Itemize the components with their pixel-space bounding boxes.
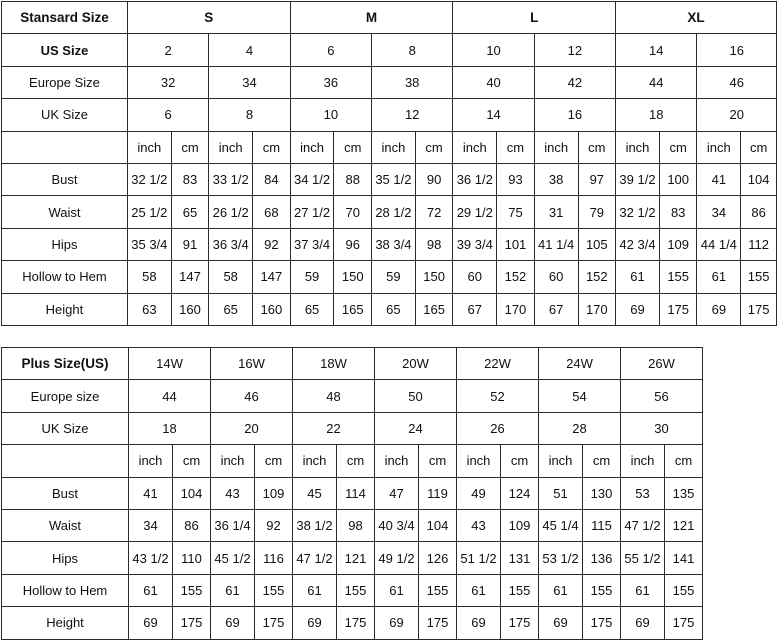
measurement-value: 115 <box>583 509 621 541</box>
measurement-value: 175 <box>583 607 621 639</box>
measurement-value: 49 1/2 <box>375 542 419 574</box>
measurement-value: 70 <box>334 196 372 228</box>
uk-size-value: 14 <box>453 99 534 131</box>
measurement-value: 36 3/4 <box>209 228 253 260</box>
plus-unit-row <box>2 445 703 477</box>
measurement-value: 79 <box>578 196 616 228</box>
measurement-value: 61 <box>616 261 660 293</box>
unit-inch: inch <box>127 131 171 163</box>
measurement-value: 88 <box>334 163 372 195</box>
measurement-value: 84 <box>253 163 291 195</box>
unit-cm: cm <box>497 131 535 163</box>
measurement-value: 42 3/4 <box>616 228 660 260</box>
measurement-value: 65 <box>171 196 209 228</box>
unit-inch: inch <box>534 131 578 163</box>
plus-europe-size-value: 56 <box>621 380 703 412</box>
measurement-value: 67 <box>453 293 497 325</box>
measurement-value: 147 <box>171 261 209 293</box>
measurement-value: 152 <box>497 261 535 293</box>
size-group-header: S <box>127 2 290 34</box>
europe-size-value: 38 <box>372 66 453 98</box>
us-size-value: 10 <box>453 34 534 66</box>
unit-cm: cm <box>659 131 697 163</box>
measurement-value: 165 <box>415 293 453 325</box>
measurement-value: 104 <box>419 509 457 541</box>
measurement-value: 34 <box>129 509 173 541</box>
plus-unit-row-blank <box>2 445 129 477</box>
plus-europe-size-value: 48 <box>293 380 375 412</box>
unit-row <box>2 131 777 163</box>
uk-size-value: 20 <box>697 99 777 131</box>
measurement-value: 69 <box>621 607 665 639</box>
measurement-value: 41 1/4 <box>534 228 578 260</box>
measurement-value: 83 <box>659 196 697 228</box>
unit-cm: cm <box>173 445 211 477</box>
measurement-value: 155 <box>665 574 703 606</box>
measurement-row <box>2 228 777 260</box>
measurement-value: 69 <box>129 607 173 639</box>
unit-cm: cm <box>415 131 453 163</box>
europe-size-value: 34 <box>209 66 290 98</box>
europe-size-value: 40 <box>453 66 534 98</box>
measurement-value: 61 <box>293 574 337 606</box>
unit-inch: inch <box>621 445 665 477</box>
plus-us-size-value: 26W <box>621 348 703 380</box>
measurement-value: 83 <box>171 163 209 195</box>
uk-size-value: 18 <box>616 99 697 131</box>
measurement-value: 43 1/2 <box>129 542 173 574</box>
us-size-value: 8 <box>372 34 453 66</box>
plus-uk-size-row <box>2 412 703 444</box>
measurement-value: 65 <box>372 293 416 325</box>
measurement-value: 51 <box>539 477 583 509</box>
size-group-header: L <box>453 2 616 34</box>
plus-uk-size-value: 26 <box>457 412 539 444</box>
measurement-value: 155 <box>583 574 621 606</box>
measurement-value: 33 1/2 <box>209 163 253 195</box>
measurement-value: 41 <box>129 477 173 509</box>
measurement-value: 98 <box>415 228 453 260</box>
measurement-value: 170 <box>497 293 535 325</box>
measurement-value: 147 <box>253 261 291 293</box>
measurement-value: 45 1/4 <box>539 509 583 541</box>
measurement-value: 175 <box>501 607 539 639</box>
measurement-row <box>2 163 777 195</box>
measurement-value: 175 <box>173 607 211 639</box>
measurement-value: 49 <box>457 477 501 509</box>
us-size-value: 14 <box>616 34 697 66</box>
plus-measurement-row <box>2 509 703 541</box>
us-size-value: 4 <box>209 34 290 66</box>
us-size-row <box>2 34 777 66</box>
uk-size-value: 10 <box>290 99 371 131</box>
measurement-value: 28 1/2 <box>372 196 416 228</box>
us-size-value: 12 <box>534 34 615 66</box>
plus-uk-size-label: UK Size <box>2 412 129 444</box>
plus-uk-size-value: 24 <box>375 412 457 444</box>
measurement-row <box>2 261 777 293</box>
measurement-value: 61 <box>129 574 173 606</box>
unit-inch: inch <box>375 445 419 477</box>
measurement-value: 32 1/2 <box>127 163 171 195</box>
measurement-value: 69 <box>457 607 501 639</box>
plus-us-size-value: 16W <box>211 348 293 380</box>
measurement-value: 124 <box>501 477 539 509</box>
plus-europe-size-value: 44 <box>129 380 211 412</box>
measurement-value: 61 <box>621 574 665 606</box>
measurement-value: 96 <box>334 228 372 260</box>
unit-inch: inch <box>209 131 253 163</box>
measurement-value: 126 <box>419 542 457 574</box>
measurement-value: 105 <box>578 228 616 260</box>
measurement-value: 100 <box>659 163 697 195</box>
measurement-value: 155 <box>741 261 777 293</box>
plus-uk-size-value: 18 <box>129 412 211 444</box>
measurement-value: 63 <box>127 293 171 325</box>
unit-inch: inch <box>539 445 583 477</box>
us-size-value: 2 <box>127 34 208 66</box>
measurement-label: Hollow to Hem <box>2 574 129 606</box>
measurement-value: 160 <box>253 293 291 325</box>
measurement-value: 68 <box>253 196 291 228</box>
table-gap <box>0 329 777 345</box>
measurement-value: 44 1/4 <box>697 228 741 260</box>
unit-inch: inch <box>453 131 497 163</box>
measurement-value: 119 <box>419 477 457 509</box>
unit-cm: cm <box>501 445 539 477</box>
measurement-value: 65 <box>209 293 253 325</box>
europe-size-value: 46 <box>697 66 777 98</box>
plus-europe-size-value: 50 <box>375 380 457 412</box>
measurement-value: 39 1/2 <box>616 163 660 195</box>
measurement-value: 25 1/2 <box>127 196 171 228</box>
europe-size-value: 32 <box>127 66 208 98</box>
measurement-label: Bust <box>2 477 129 509</box>
measurement-value: 61 <box>697 261 741 293</box>
measurement-value: 38 <box>534 163 578 195</box>
measurement-value: 135 <box>665 477 703 509</box>
measurement-label: Hips <box>2 542 129 574</box>
measurement-value: 53 1/2 <box>539 542 583 574</box>
measurement-value: 38 1/2 <box>293 509 337 541</box>
measurement-value: 104 <box>173 477 211 509</box>
measurement-value: 116 <box>255 542 293 574</box>
uk-size-value: 6 <box>127 99 208 131</box>
europe-size-value: 44 <box>616 66 697 98</box>
measurement-value: 121 <box>337 542 375 574</box>
unit-cm: cm <box>334 131 372 163</box>
measurement-value: 58 <box>209 261 253 293</box>
measurement-value: 75 <box>497 196 535 228</box>
measurement-row <box>2 196 777 228</box>
measurement-value: 61 <box>539 574 583 606</box>
size-group-header: M <box>290 2 453 34</box>
unit-cm: cm <box>741 131 777 163</box>
measurement-value: 36 1/2 <box>453 163 497 195</box>
measurement-value: 155 <box>337 574 375 606</box>
unit-cm: cm <box>253 131 291 163</box>
measurement-value: 141 <box>665 542 703 574</box>
measurement-value: 90 <box>415 163 453 195</box>
measurement-value: 35 1/2 <box>372 163 416 195</box>
plus-size-table <box>1 347 703 640</box>
uk-size-value: 12 <box>372 99 453 131</box>
measurement-value: 58 <box>127 261 171 293</box>
plus-europe-size-value: 46 <box>211 380 293 412</box>
measurement-value: 69 <box>697 293 741 325</box>
measurement-value: 69 <box>375 607 419 639</box>
measurement-value: 93 <box>497 163 535 195</box>
uk-size-value: 16 <box>534 99 615 131</box>
measurement-value: 43 <box>457 509 501 541</box>
us-size-label: US Size <box>2 34 128 66</box>
measurement-value: 170 <box>578 293 616 325</box>
measurement-value: 26 1/2 <box>209 196 253 228</box>
measurement-value: 61 <box>457 574 501 606</box>
unit-cm: cm <box>578 131 616 163</box>
unit-inch: inch <box>616 131 660 163</box>
size-group-header: XL <box>616 2 777 34</box>
unit-inch: inch <box>457 445 501 477</box>
measurement-label: Bust <box>2 163 128 195</box>
measurement-value: 65 <box>290 293 334 325</box>
measurement-value: 60 <box>534 261 578 293</box>
measurement-value: 55 1/2 <box>621 542 665 574</box>
measurement-value: 60 <box>453 261 497 293</box>
uk-size-row <box>2 99 777 131</box>
europe-size-row <box>2 66 777 98</box>
europe-size-value: 36 <box>290 66 371 98</box>
plus-europe-size-value: 54 <box>539 380 621 412</box>
us-size-value: 16 <box>697 34 777 66</box>
measurement-value: 61 <box>375 574 419 606</box>
plus-us-size-row <box>2 348 703 380</box>
plus-us-size-value: 24W <box>539 348 621 380</box>
unit-cm: cm <box>171 131 209 163</box>
measurement-value: 109 <box>255 477 293 509</box>
measurement-value: 114 <box>337 477 375 509</box>
measurement-value: 40 3/4 <box>375 509 419 541</box>
uk-size-label: UK Size <box>2 99 128 131</box>
measurement-value: 109 <box>659 228 697 260</box>
measurement-value: 72 <box>415 196 453 228</box>
measurement-label: Height <box>2 607 129 639</box>
measurement-value: 112 <box>741 228 777 260</box>
measurement-value: 59 <box>372 261 416 293</box>
measurement-value: 69 <box>293 607 337 639</box>
plus-europe-size-label: Europe size <box>2 380 129 412</box>
unit-cm: cm <box>583 445 621 477</box>
measurement-value: 121 <box>665 509 703 541</box>
measurement-value: 47 1/2 <box>293 542 337 574</box>
measurement-value: 29 1/2 <box>453 196 497 228</box>
measurement-value: 175 <box>255 607 293 639</box>
measurement-value: 41 <box>697 163 741 195</box>
unit-inch: inch <box>290 131 334 163</box>
measurement-label: Waist <box>2 196 128 228</box>
unit-cm: cm <box>337 445 375 477</box>
europe-size-label: Europe Size <box>2 66 128 98</box>
unit-cm: cm <box>665 445 703 477</box>
unit-inch: inch <box>129 445 173 477</box>
table-title: Stansard Size <box>2 2 128 34</box>
measurement-value: 47 1/2 <box>621 509 665 541</box>
size-group-row <box>2 2 777 34</box>
measurement-value: 69 <box>211 607 255 639</box>
measurement-value: 53 <box>621 477 665 509</box>
measurement-value: 38 3/4 <box>372 228 416 260</box>
measurement-value: 32 1/2 <box>616 196 660 228</box>
measurement-value: 150 <box>334 261 372 293</box>
measurement-value: 175 <box>419 607 457 639</box>
unit-inch: inch <box>697 131 741 163</box>
measurement-row <box>2 293 777 325</box>
measurement-value: 136 <box>583 542 621 574</box>
measurement-value: 101 <box>497 228 535 260</box>
measurement-value: 67 <box>534 293 578 325</box>
measurement-value: 45 1/2 <box>211 542 255 574</box>
plus-europe-size-row <box>2 380 703 412</box>
measurement-value: 51 1/2 <box>457 542 501 574</box>
measurement-label: Hips <box>2 228 128 260</box>
plus-us-size-value: 20W <box>375 348 457 380</box>
plus-measurement-row <box>2 607 703 639</box>
measurement-value: 35 3/4 <box>127 228 171 260</box>
measurement-value: 110 <box>173 542 211 574</box>
unit-row-blank <box>2 131 128 163</box>
plus-measurement-row <box>2 477 703 509</box>
measurement-value: 47 <box>375 477 419 509</box>
measurement-value: 92 <box>255 509 293 541</box>
measurement-label: Hollow to Hem <box>2 261 128 293</box>
measurement-value: 160 <box>171 293 209 325</box>
measurement-value: 69 <box>539 607 583 639</box>
measurement-value: 152 <box>578 261 616 293</box>
measurement-value: 155 <box>419 574 457 606</box>
measurement-value: 61 <box>211 574 255 606</box>
us-size-value: 6 <box>290 34 371 66</box>
measurement-value: 27 1/2 <box>290 196 334 228</box>
plus-europe-size-value: 52 <box>457 380 539 412</box>
plus-measurement-row <box>2 574 703 606</box>
measurement-value: 175 <box>665 607 703 639</box>
unit-cm: cm <box>255 445 293 477</box>
europe-size-value: 42 <box>534 66 615 98</box>
measurement-value: 39 3/4 <box>453 228 497 260</box>
plus-us-size-value: 22W <box>457 348 539 380</box>
measurement-value: 165 <box>334 293 372 325</box>
measurement-value: 109 <box>501 509 539 541</box>
measurement-value: 155 <box>501 574 539 606</box>
measurement-value: 92 <box>253 228 291 260</box>
unit-inch: inch <box>372 131 416 163</box>
measurement-value: 86 <box>173 509 211 541</box>
plus-table-title: Plus Size(US) <box>2 348 129 380</box>
measurement-value: 175 <box>659 293 697 325</box>
measurement-value: 43 <box>211 477 255 509</box>
measurement-value: 31 <box>534 196 578 228</box>
measurement-value: 45 <box>293 477 337 509</box>
measurement-value: 104 <box>741 163 777 195</box>
measurement-value: 98 <box>337 509 375 541</box>
measurement-value: 131 <box>501 542 539 574</box>
plus-uk-size-value: 22 <box>293 412 375 444</box>
measurement-value: 59 <box>290 261 334 293</box>
measurement-value: 97 <box>578 163 616 195</box>
unit-cm: cm <box>419 445 457 477</box>
measurement-value: 155 <box>255 574 293 606</box>
measurement-value: 69 <box>616 293 660 325</box>
measurement-value: 155 <box>659 261 697 293</box>
plus-us-size-value: 14W <box>129 348 211 380</box>
plus-us-size-value: 18W <box>293 348 375 380</box>
measurement-value: 36 1/4 <box>211 509 255 541</box>
measurement-value: 175 <box>337 607 375 639</box>
measurement-label: Waist <box>2 509 129 541</box>
plus-measurement-row <box>2 542 703 574</box>
measurement-value: 155 <box>173 574 211 606</box>
measurement-value: 150 <box>415 261 453 293</box>
measurement-value: 91 <box>171 228 209 260</box>
uk-size-value: 8 <box>209 99 290 131</box>
measurement-label: Height <box>2 293 128 325</box>
measurement-value: 130 <box>583 477 621 509</box>
plus-uk-size-value: 20 <box>211 412 293 444</box>
standard-size-table <box>1 1 777 326</box>
plus-uk-size-value: 28 <box>539 412 621 444</box>
unit-inch: inch <box>293 445 337 477</box>
measurement-value: 37 3/4 <box>290 228 334 260</box>
unit-inch: inch <box>211 445 255 477</box>
plus-uk-size-value: 30 <box>621 412 703 444</box>
measurement-value: 175 <box>741 293 777 325</box>
measurement-value: 34 1/2 <box>290 163 334 195</box>
measurement-value: 86 <box>741 196 777 228</box>
measurement-value: 34 <box>697 196 741 228</box>
